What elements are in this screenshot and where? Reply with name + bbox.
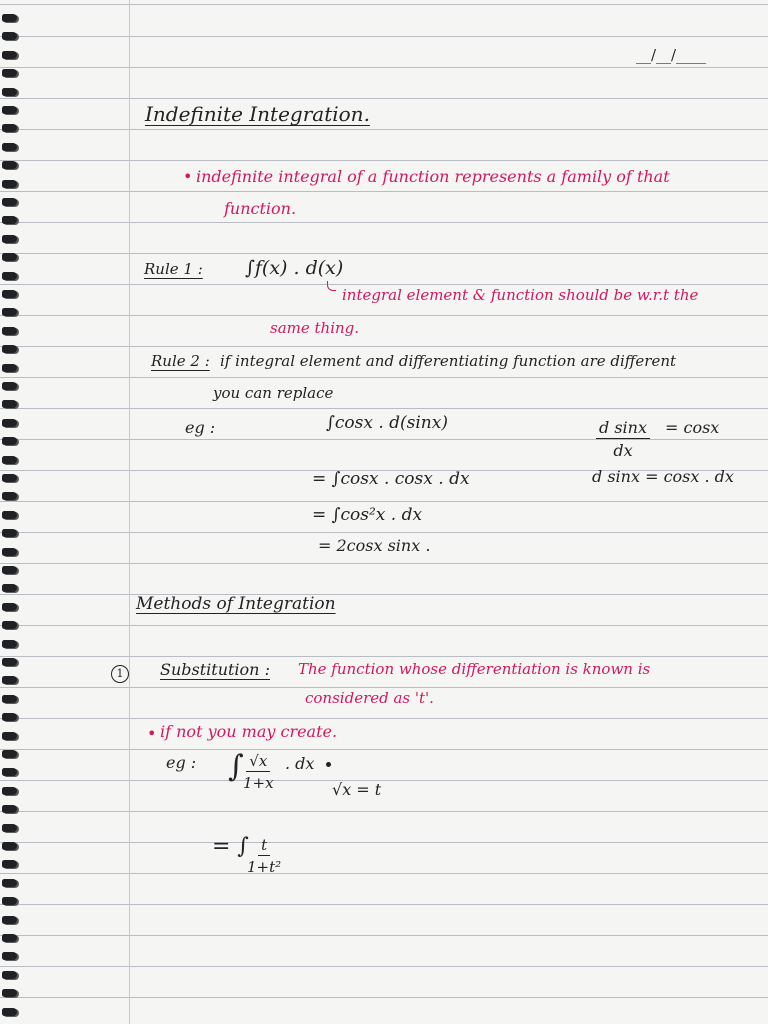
integral-sign: ∫ xyxy=(228,749,244,784)
rule-1-note-line-1: integral element & function should be w.r.t the xyxy=(342,286,699,304)
spiral-ring xyxy=(2,364,17,372)
page-title: Indefinite Integration. xyxy=(145,102,370,126)
fraction-numerator: t xyxy=(258,836,270,856)
spiral-ring xyxy=(2,272,17,280)
spiral-ring xyxy=(2,437,17,445)
spiral-ring xyxy=(2,1008,17,1016)
fraction-denominator: dx xyxy=(613,441,633,460)
spiral-ring xyxy=(2,713,17,721)
dsinx-over-dx-fraction xyxy=(596,418,650,460)
spiral-ring xyxy=(2,327,17,335)
spiral-ring xyxy=(2,511,17,519)
spiral-ring xyxy=(2,584,17,592)
spiral-ring xyxy=(2,897,17,905)
spiral-ring xyxy=(2,492,17,500)
rule-2-text-line-1: if integral element and differentiating function are different xyxy=(220,352,677,370)
spiral-ring xyxy=(2,934,17,942)
rule-2-label: Rule 2 : xyxy=(151,352,210,370)
substitution-text-line-1: The function whose differentiation is known is xyxy=(298,660,651,678)
spiral-ring xyxy=(2,842,17,850)
spiral-ring xyxy=(2,51,17,59)
spiral-binding xyxy=(0,0,20,1024)
spiral-ring xyxy=(2,143,17,151)
t-over-1-plus-t-squared-fraction xyxy=(247,836,281,876)
spiral-ring xyxy=(2,161,17,169)
spiral-ring xyxy=(2,787,17,795)
date-field: __/__/____ xyxy=(636,46,707,64)
substitution-label: Substitution : xyxy=(160,660,270,679)
spiral-ring xyxy=(2,456,17,464)
spiral-ring xyxy=(2,805,17,813)
spiral-ring xyxy=(2,879,17,887)
rule-1-label: Rule 1 : xyxy=(144,260,203,278)
spiral-ring xyxy=(2,308,17,316)
spiral-ring xyxy=(2,676,17,684)
spiral-ring xyxy=(2,419,17,427)
create-note: if not you may create. xyxy=(160,722,338,741)
spiral-ring xyxy=(2,474,17,482)
spiral-ring xyxy=(2,732,17,740)
spiral-ring xyxy=(2,603,17,611)
fraction-numerator: √x xyxy=(246,752,270,772)
spiral-ring xyxy=(2,198,17,206)
rule-1-note-line-2: same thing. xyxy=(270,319,360,337)
arrow-hook-icon xyxy=(327,281,336,291)
spiral-ring xyxy=(2,106,17,114)
substitution-definition: √x = t xyxy=(332,780,382,799)
step-2-prefix: = ∫ xyxy=(212,834,249,859)
substitution-eg-label: eg : xyxy=(166,753,197,772)
example-1-step-1: ∫cosx . d(sinx) xyxy=(326,413,448,433)
spiral-ring xyxy=(2,971,17,979)
spiral-ring xyxy=(2,621,17,629)
side-equation-1-rhs: = cosx xyxy=(665,418,720,437)
spiral-ring xyxy=(2,640,17,648)
methods-heading: Methods of Integration xyxy=(136,594,336,614)
spiral-ring xyxy=(2,529,17,537)
spiral-ring xyxy=(2,69,17,77)
spiral-ring xyxy=(2,566,17,574)
example-1-label: eg : xyxy=(185,418,216,437)
example-1-step-4: = 2cosx sinx . xyxy=(318,536,431,555)
intro-line-1: indefinite integral of a function represents a family of that xyxy=(196,167,670,186)
spiral-ring xyxy=(2,916,17,924)
spiral-ring xyxy=(2,952,17,960)
spiral-ring xyxy=(2,253,17,261)
spiral-ring xyxy=(2,345,17,353)
margin-line xyxy=(129,0,130,1024)
sqrt-x-over-1-plus-x-fraction xyxy=(243,752,274,792)
rule-1-expression: ∫f(x) . d(x) xyxy=(245,257,344,279)
fraction-numerator: d sinx xyxy=(596,418,650,439)
side-equation-2: d sinx = cosx . dx xyxy=(592,467,734,486)
spiral-ring xyxy=(2,695,17,703)
spiral-ring xyxy=(2,860,17,868)
spiral-ring xyxy=(2,124,17,132)
spiral-ring xyxy=(2,548,17,556)
spiral-ring xyxy=(2,382,17,390)
spiral-ring xyxy=(2,768,17,776)
substitution-text-line-2: considered as 't'. xyxy=(305,689,434,707)
rule-2-text-line-2: you can replace xyxy=(213,384,334,402)
example-1-step-2: = ∫cosx . cosx . dx xyxy=(312,469,470,489)
intro-bullet: • xyxy=(183,167,193,186)
number-circle: 1 xyxy=(111,665,129,683)
spiral-ring xyxy=(2,14,17,22)
spiral-ring xyxy=(2,216,17,224)
spiral-ring xyxy=(2,290,17,298)
spiral-ring xyxy=(2,824,17,832)
example-1-step-3: = ∫cos²x . dx xyxy=(312,505,423,525)
dx-term: . dx xyxy=(285,754,315,773)
spiral-ring xyxy=(2,989,17,997)
create-bullet: • xyxy=(147,724,157,743)
spiral-ring xyxy=(2,658,17,666)
spiral-ring xyxy=(2,400,17,408)
spiral-ring xyxy=(2,32,17,40)
intro-line-2: function. xyxy=(224,199,297,218)
spiral-ring xyxy=(2,88,17,96)
spiral-ring xyxy=(2,235,17,243)
fraction-denominator: 1+x xyxy=(243,774,274,792)
fraction-denominator: 1+t² xyxy=(247,858,282,876)
ink-dot xyxy=(326,762,331,767)
spiral-ring xyxy=(2,180,17,188)
spiral-ring xyxy=(2,750,17,758)
